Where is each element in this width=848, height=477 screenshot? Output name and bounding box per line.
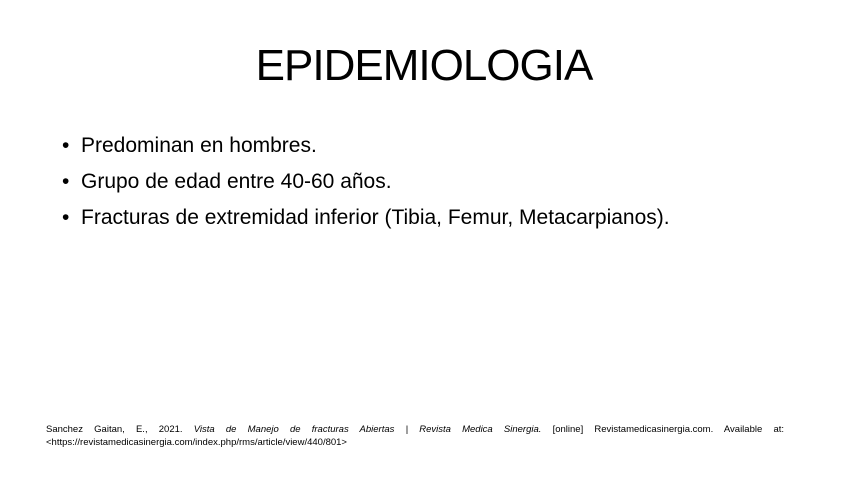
bullet-dot-icon: • [62,206,70,229]
bullet-item [62,164,670,200]
slide-title: EPIDEMIOLOGIA [255,41,593,90]
reference-url: <https://revistamedicasinergia.com/index.php/rms/article/view/440/801> [46,437,347,448]
bullet-text: Fracturas de extremidad inferior (Tibia, Femur, Metacarpianos). [81,206,670,229]
bullet-text: Predominan en hombres. [81,134,317,157]
reference-title: Vista de Manejo de fracturas Abiertas | Revista Medica Sinergia. [193,424,542,435]
bullet-item [62,200,670,236]
reference-authors: Sanchez Gaitan, E., 2021. [46,424,183,435]
bullet-dot-icon: • [62,170,70,193]
reference-citation [46,423,784,449]
bullet-item [62,128,670,164]
reference-source: [online] Revistamedicasinergia.com. Available at: [552,424,785,435]
bullet-list [62,128,670,236]
reference-line-1 [46,423,784,436]
bullet-text: Grupo de edad entre 40-60 años. [81,170,392,193]
bullet-dot-icon: • [62,134,70,157]
